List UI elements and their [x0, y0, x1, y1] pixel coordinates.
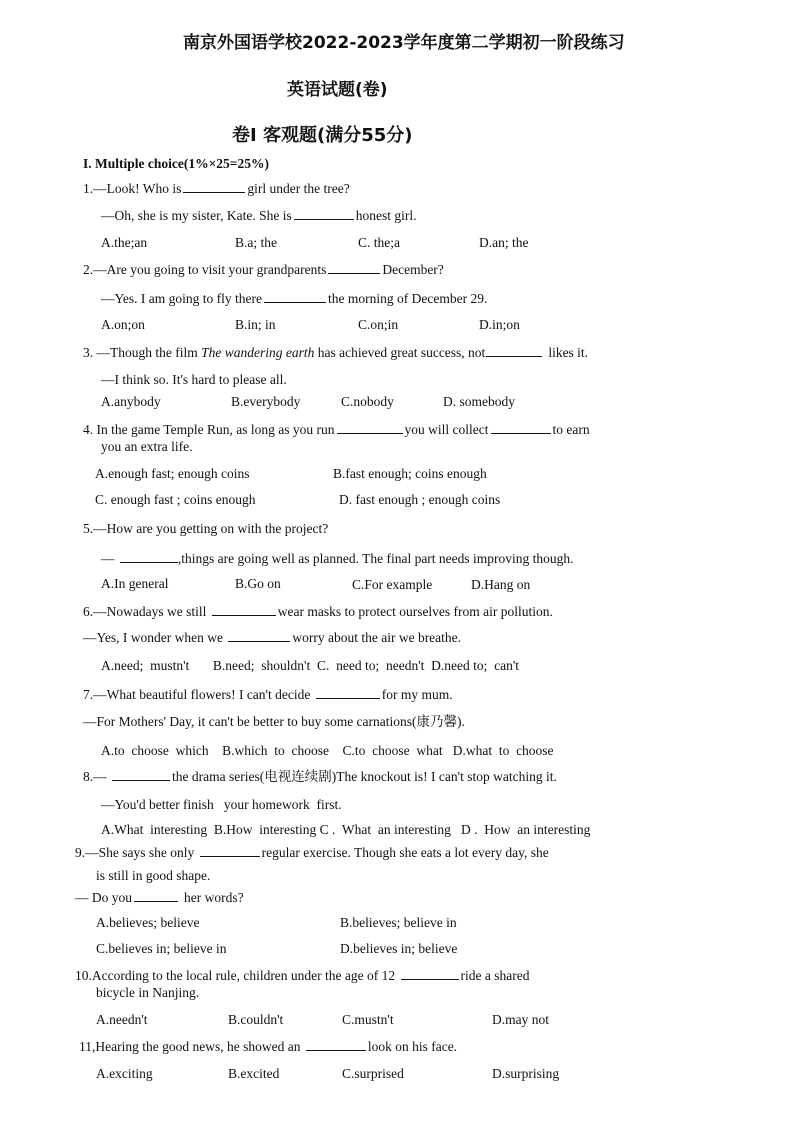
answer-blank	[228, 629, 290, 642]
answer-blank	[337, 421, 403, 434]
answer-blank	[212, 603, 276, 616]
option: D.may not	[492, 1012, 549, 1027]
option: B.couldn't	[228, 1012, 284, 1027]
answer-blank	[491, 421, 551, 434]
options-row: A.What interesting B.How interesting C . What an interesting D . How an interesting	[101, 822, 591, 837]
option: A.anybody	[101, 394, 161, 409]
option: A.exciting	[96, 1066, 153, 1081]
section-title: 卷Ⅰ 客观题(满分55分)	[232, 125, 413, 146]
option: C. enough fast ; coins enough	[95, 492, 256, 507]
question-6-line: 6.—Nowadays we still wear masks to protect ourselves from air pollution.	[83, 604, 553, 619]
option: C.For example	[352, 577, 433, 592]
option: C.believes in; believe in	[96, 941, 227, 956]
answer-blank	[294, 207, 354, 220]
options-row: A.to choose which B.which to choose C.to choose what D.what to choose	[101, 743, 554, 758]
answer-blank	[264, 290, 326, 303]
option: A.needn't	[96, 1012, 148, 1027]
question-5-line: 5.—How are you getting on with the project?	[83, 521, 329, 536]
answer-blank	[316, 686, 380, 699]
question-4-line: 4. In the game Temple Run, as long as you run you will collect to earn	[83, 422, 590, 437]
question-3-reply: —I think so. It's hard to please all.	[101, 372, 287, 387]
answer-blank	[183, 180, 245, 193]
school-title: 南京外国语学校2022-2023学年度第二学期初一阶段练习	[183, 33, 625, 53]
option: A.the;an	[101, 235, 148, 250]
answer-blank	[486, 344, 542, 357]
question-9-line: 9.—She says she only regular exercise. Though she eats a lot every day, she	[75, 845, 549, 860]
option: D.believes in; believe	[340, 941, 458, 956]
option: B.a; the	[235, 235, 277, 250]
question-11-line: 11,Hearing the good news, he showed an look on his face.	[79, 1039, 458, 1054]
option: A.believes; believe	[96, 915, 200, 930]
option: C.mustn't	[342, 1012, 394, 1027]
option: B.fast enough; coins enough	[333, 466, 487, 481]
question-9-continued: is still in good shape.	[96, 868, 211, 883]
option: D.surprising	[492, 1066, 560, 1081]
option: C.surprised	[342, 1066, 404, 1081]
answer-blank	[306, 1038, 366, 1051]
question-1-reply: —Oh, she is my sister, Kate. She is honest girl.	[101, 208, 417, 223]
option: B.everybody	[231, 394, 301, 409]
question-9-reply: — Do you her words?	[75, 890, 244, 905]
option: D. fast enough ; enough coins	[339, 492, 501, 507]
question-7-line: 7.—What beautiful flowers! I can't decide for my mum.	[83, 687, 453, 702]
answer-blank	[401, 967, 459, 980]
question-2-reply: —Yes. I am going to fly there the morning of December 29.	[101, 291, 488, 306]
option: D.an; the	[479, 235, 529, 250]
option: A.enough fast; enough coins	[95, 466, 250, 481]
option: C. the;a	[358, 235, 400, 250]
question-6-reply: —Yes, I wonder when we worry about the air we breathe.	[83, 630, 462, 645]
question-5-reply: — ,things are going well as planned. The final part needs improving though.	[101, 551, 574, 566]
answer-blank	[112, 768, 170, 781]
question-4-continued: you an extra life.	[101, 439, 193, 454]
question-10-line: 10.According to the local rule, children under the age of 12 ride a shared	[75, 968, 530, 983]
question-10-continued: bicycle in Nanjing.	[96, 985, 200, 1000]
option: D.Hang on	[471, 577, 531, 592]
option: B.excited	[228, 1066, 280, 1081]
paper-title: 英语试题(卷)	[287, 80, 388, 100]
option: A.In general	[101, 576, 169, 591]
option: D.in;on	[479, 317, 520, 332]
option: D. somebody	[443, 394, 515, 409]
option: B.believes; believe in	[340, 915, 457, 930]
option: A.on;on	[101, 317, 145, 332]
question-3-line: 3. —Though the film The wandering earth has achieved great success, not likes it.	[83, 345, 589, 360]
question-1-line: 1.—Look! Who is girl under the tree?	[83, 181, 350, 196]
answer-blank	[120, 550, 178, 563]
options-row: A.need; mustn't B.need; shouldn't C. need to; needn't D.need to; can't	[101, 658, 520, 673]
part-title: I. Multiple choice(1%×25=25%)	[83, 156, 269, 171]
answer-blank	[134, 889, 178, 902]
option: B.Go on	[235, 576, 281, 591]
question-8-line: 8.— the drama series(电视连续剧)The knockout is! I can't stop watching it.	[83, 769, 557, 784]
answer-blank	[200, 844, 260, 857]
question-8-reply: —You'd better finish your homework first.	[101, 797, 342, 812]
question-7-reply: —For Mothers' Day, it can't be better to buy some carnations(康乃馨).	[83, 714, 465, 729]
option: C.nobody	[341, 394, 394, 409]
option: C.on;in	[358, 317, 399, 332]
question-2-line: 2.—Are you going to visit your grandparents December?	[83, 262, 444, 277]
option: B.in; in	[235, 317, 276, 332]
answer-blank	[328, 261, 380, 274]
